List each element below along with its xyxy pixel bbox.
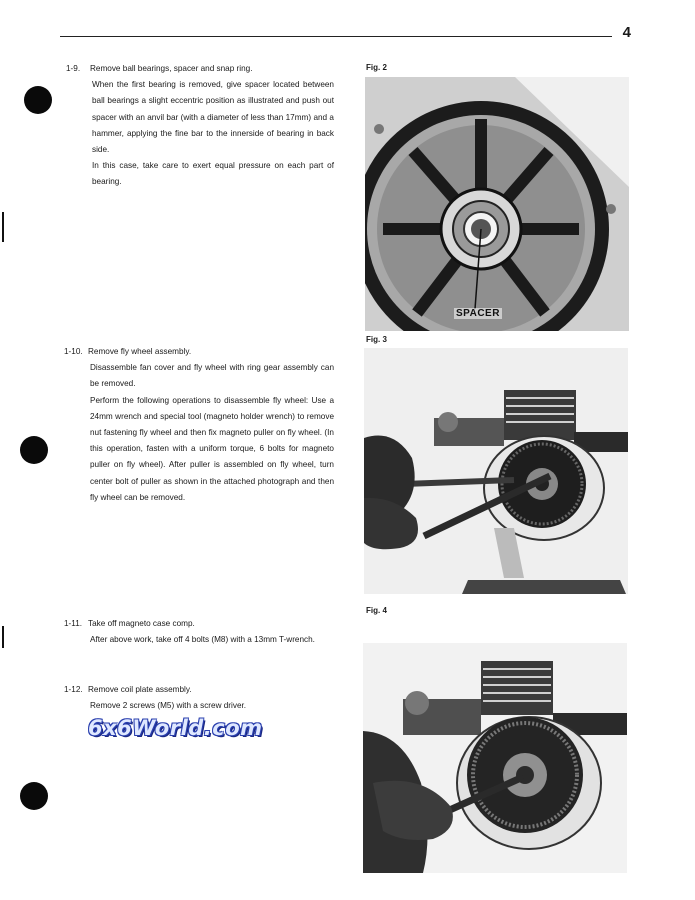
step-body: [90, 682, 246, 714]
step-paragraph: In this case, take care to exert equal pressure on each part of bearing.: [92, 161, 334, 187]
watermark-logo: 6x6World.com: [88, 716, 263, 740]
step-paragraph: Disassemble fan cover and fly wheel with ring gear assembly can be removed.: [90, 363, 334, 389]
step-paragraph: Perform the following operations to disassemble fly wheel: Use a 24mm wrench and special tool (magneto holder wrench) to remove nut fastening fly wheel and then fix magneto puller on fly wheel. (In this operation, fasten with a uniform torque, 6 bolts for magneto puller on fly wheel). After puller is assembled on fly wheel, turn center bolt of puller as shown in the attached photograph and then fly wheel can be removed.: [90, 395, 334, 502]
step-body: [90, 344, 334, 506]
figure-label: Fig. 3: [366, 335, 387, 344]
step-paragraph: After above work, take off 4 bolts (M8) with a 13mm T-wrench.: [90, 635, 315, 645]
bearing-housing-illustration: [365, 77, 629, 331]
scan-edge-mark: [2, 212, 4, 242]
step-number: 1-10.: [64, 347, 83, 356]
step-body: [90, 616, 315, 648]
step-paragraph: Remove 2 screws (M5) with a screw driver.: [90, 701, 247, 711]
spacer-callout: SPACER: [456, 308, 500, 319]
magneto-case-illustration: [363, 643, 627, 873]
step-title: Remove coil plate assembly.: [88, 685, 192, 694]
binder-hole: [24, 86, 52, 114]
step-paragraph: When the first bearing is removed, give spacer located between ball bearings a slight eccentric position as illustrated and push out spacer with an anvil bar (with a diameter of less than 17mm) and a hammer, applying the fine bar to the innerside of bearing in back side.: [92, 80, 334, 155]
figure-3-photo: [364, 348, 628, 594]
step-body: [92, 61, 334, 191]
step-title: Take off magneto case comp.: [88, 619, 195, 628]
figure-label: Fig. 4: [366, 606, 387, 615]
binder-hole: [20, 436, 48, 464]
step-title: Remove fly wheel assembly.: [88, 347, 192, 356]
step-number: 1-12.: [64, 685, 83, 694]
page-number: 4: [622, 24, 631, 41]
header-rule: [60, 36, 612, 37]
step-title: Remove ball bearings, spacer and snap ring.: [90, 64, 253, 73]
figure-4-photo: [363, 643, 627, 873]
figure-label: Fig. 2: [366, 63, 387, 72]
flywheel-removal-illustration: [364, 348, 628, 594]
binder-hole: [20, 782, 48, 810]
scan-edge-mark: [2, 626, 4, 648]
figure-2-photo: [365, 77, 629, 331]
step-number: 1-11.: [64, 619, 83, 628]
step-number: 1-9.: [66, 64, 81, 73]
